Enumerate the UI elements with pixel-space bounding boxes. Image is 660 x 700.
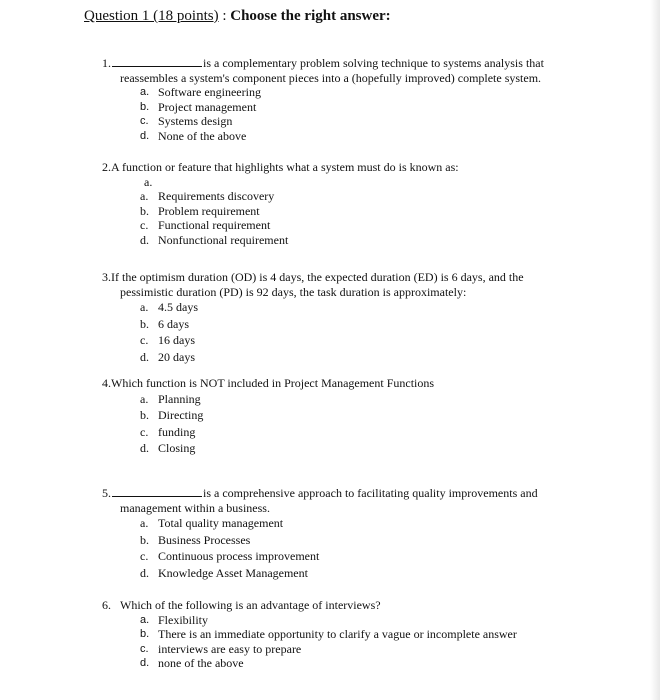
question-text-continued: management within a business. (120, 500, 270, 515)
question-number: 6. (102, 598, 111, 612)
question-text: Which function is NOT included in Project Management Functions (111, 376, 435, 390)
option-a[interactable]: a. Flexibility (140, 612, 209, 627)
question-number: 1. (102, 56, 111, 70)
question-6 (102, 598, 517, 671)
option-a[interactable]: a. Total quality management (140, 516, 284, 530)
question-heading (84, 6, 391, 26)
option-c[interactable]: c. interviews are easy to prepare (140, 641, 302, 656)
page-edge-shadow (650, 0, 660, 700)
question-5 (102, 486, 538, 581)
option-a[interactable]: a. Software engineering (140, 85, 261, 99)
question-number: 2. (102, 160, 111, 174)
option-c[interactable]: c. Functional requirement (140, 218, 271, 232)
question-text: If the optimism duration (OD) is 4 days, the expected duration (ED) is 6 days, and the (111, 270, 524, 284)
question-2 (102, 160, 459, 247)
question-3 (102, 270, 524, 365)
question-text: A function or feature that highlights what a system must do is known as: (111, 160, 459, 174)
question-text: is a comprehensive approach to facilitating quality improvements and (203, 486, 538, 500)
option-b[interactable]: b. Business Processes (140, 532, 251, 547)
question-number: 4. (102, 376, 111, 390)
question-1 (102, 56, 544, 143)
question-number: 3. (102, 270, 111, 284)
option-c[interactable]: c. Continuous process improvement (140, 549, 320, 563)
option-b[interactable]: b. There is an immediate opportunity to clarify a vague or incomplete answer (140, 627, 517, 641)
option-b[interactable]: b. Directing (140, 408, 204, 422)
option-a[interactable]: a. Requirements discovery (140, 189, 275, 203)
question-number: 5. (102, 486, 111, 500)
option-b[interactable]: b. Problem requirement (140, 203, 260, 218)
stray-option-letter: a. (144, 174, 153, 189)
option-c[interactable]: c. funding (140, 424, 196, 439)
heading-instruction: Choose the right answer: (230, 8, 391, 24)
question-text: Which of the following is an advantage of interviews? (120, 598, 381, 612)
option-a[interactable]: a. 4.5 days (140, 300, 198, 314)
question-text: is a complementary problem solving technique to systems analysis that (203, 56, 544, 70)
question-text-continued: pessimistic duration (PD) is 92 days, the task duration is approximately: (120, 284, 467, 299)
option-d[interactable]: d. Knowledge Asset Management (140, 565, 308, 580)
option-c[interactable]: c. 16 days (140, 333, 195, 347)
question-4 (102, 376, 434, 457)
option-b[interactable]: b. 6 days (140, 316, 189, 331)
option-d[interactable]: d. None of the above (140, 128, 247, 143)
answer-blank (112, 486, 202, 497)
answer-blank (112, 56, 202, 67)
option-b[interactable]: b. Project management (140, 99, 257, 114)
option-d[interactable]: d. none of the above (140, 656, 244, 670)
heading-separator: : (218, 8, 231, 24)
option-c[interactable]: c. Systems design (140, 114, 233, 128)
option-d[interactable]: d. 20 days (140, 349, 195, 364)
option-d[interactable]: d. Closing (140, 441, 196, 455)
heading-points: Question 1 (18 points) (84, 8, 219, 24)
option-a[interactable]: a. Planning (140, 391, 201, 406)
option-d[interactable]: d. Nonfunctional requirement (140, 232, 289, 247)
question-text-continued: reassembles a system's component pieces into a (hopefully improved) complete system. (120, 70, 542, 85)
